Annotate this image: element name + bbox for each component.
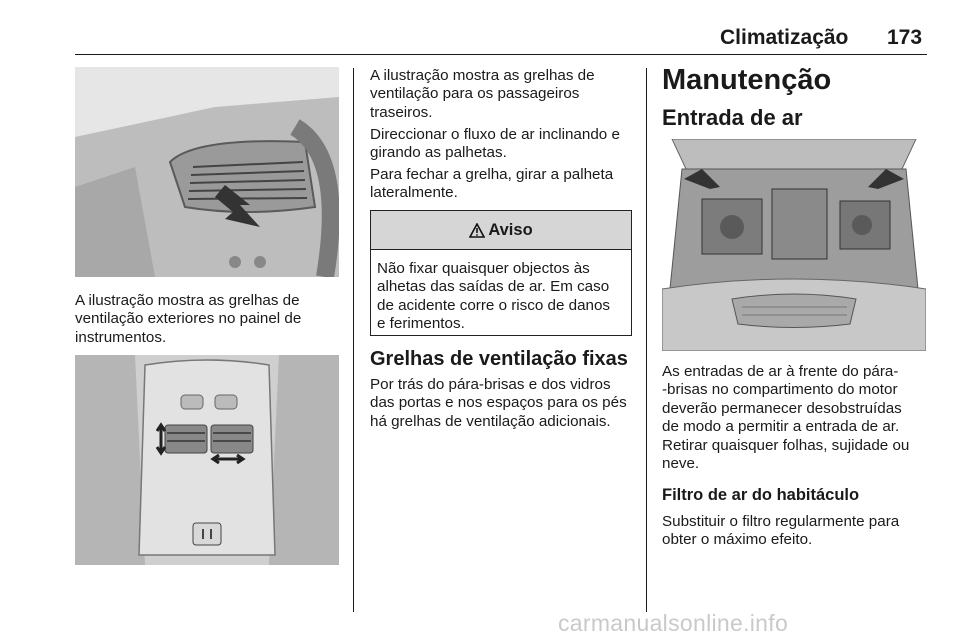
section-heading-fixed-vents: Grelhas de ventilação fixas — [370, 348, 628, 370]
warning-body: Não fixar quaisquer objectos às alhetas das saídas de ar. Em caso de acidente corre o risco de danos e ferimentos. — [377, 260, 611, 333]
watermark: carmanualsonline.info — [558, 610, 789, 636]
header-rule — [75, 54, 927, 55]
page-number: 173 — [887, 26, 923, 49]
warning-box — [370, 210, 632, 336]
fixed-vents-paragraph: Por trás do pára-brisas e dos vidros das portas e nos espaços para os pés há grelhas de ventilação adicionais. — [370, 376, 627, 430]
page-title: Climatização — [720, 26, 849, 49]
column-divider-right — [646, 68, 647, 612]
warning-title: Aviso — [488, 220, 533, 239]
close-vent-paragraph: Para fechar a grelha, girar a palheta lateralmente. — [370, 166, 614, 202]
engine-bay-illustration — [662, 139, 926, 351]
airflow-paragraph: Direccionar o fluxo de ar inclinando e girando as palhetas. — [370, 126, 620, 162]
dashboard-vent-illustration — [75, 67, 339, 277]
rear-vent-intro: A ilustração mostra as grelhas de ventilação para os passageiros traseiros. — [370, 67, 595, 121]
warning-triangle-icon — [469, 223, 485, 238]
dashboard-vent-caption: A ilustração mostra as grelhas de ventilação exteriores no painel de instrumentos. — [75, 292, 302, 346]
heading-cabin-air-filter: Filtro de ar do habitáculo — [662, 486, 860, 504]
heading-air-intake: Entrada de ar — [662, 105, 803, 130]
heading-maintenance: Manutenção — [662, 64, 832, 96]
rear-vent-illustration — [75, 355, 339, 565]
air-intake-paragraph: As entradas de ar à frente do pára- -brisas no compartimento do motor deverão permanecer desobstruídas de modo a permitir a entrada de ar. Retirar quaisquer folhas, sujidade ou neve. — [662, 363, 910, 473]
column-divider-left — [353, 68, 354, 612]
cabin-filter-paragraph: Substituir o filtro regularmente para obter o máximo efeito. — [662, 513, 900, 549]
warning-header — [371, 211, 631, 250]
